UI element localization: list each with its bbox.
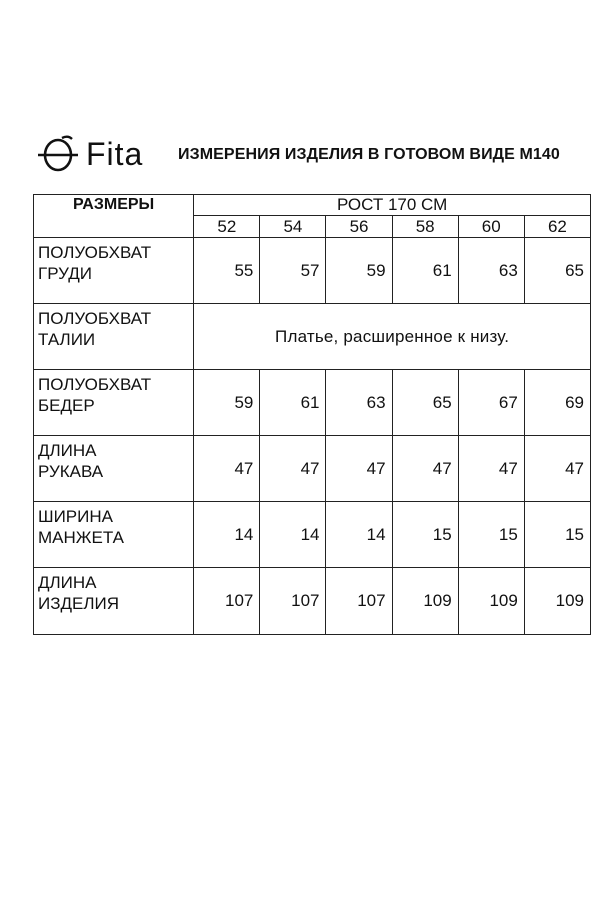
size-header-cell: 52: [194, 216, 260, 238]
height-header: РОСТ 170 СМ: [194, 195, 591, 216]
size-header-cell: 56: [326, 216, 392, 238]
fita-logo-mark-icon: [36, 134, 80, 174]
table-cell: 67: [458, 370, 524, 436]
table-row-cuff-width: [34, 502, 591, 568]
table-cell: 107: [260, 568, 326, 635]
table-cell: 107: [326, 568, 392, 635]
table-row-hips: [34, 370, 591, 436]
table-cell: 14: [260, 502, 326, 568]
size-header-cell: 58: [392, 216, 458, 238]
table-cell: 61: [260, 370, 326, 436]
table-cell: 65: [524, 238, 590, 304]
table-cell: 15: [458, 502, 524, 568]
table-cell: 107: [194, 568, 260, 635]
table-cell: 15: [392, 502, 458, 568]
brand-name: Fita: [86, 136, 144, 172]
table-cell: 47: [392, 436, 458, 502]
table-cell: 63: [458, 238, 524, 304]
table-cell: 69: [524, 370, 590, 436]
table-row-sleeve-length: [34, 436, 591, 502]
page-header: [36, 130, 576, 180]
size-chart-table: [33, 194, 591, 635]
table-cell: 63: [326, 370, 392, 436]
table-cell: 109: [524, 568, 590, 635]
row-label-chest: ПОЛУОБХВАТ ГРУДИ: [34, 238, 194, 304]
page-title: ИЗМЕРЕНИЯ ИЗДЕЛИЯ В ГОТОВОМ ВИДЕ М140: [178, 146, 560, 163]
table-cell: 55: [194, 238, 260, 304]
row-label-cuff-width: ШИРИНА МАНЖЕТА: [34, 502, 194, 568]
table-cell: 47: [260, 436, 326, 502]
table-row-garment-length: [34, 568, 591, 635]
table-cell: 47: [458, 436, 524, 502]
header-row-height: [34, 195, 591, 216]
table-cell: 47: [326, 436, 392, 502]
row-label-hips: ПОЛУОБХВАТ БЕДЕР: [34, 370, 194, 436]
row-label-sleeve-length: ДЛИНА РУКАВА: [34, 436, 194, 502]
row-label-waist: ПОЛУОБХВАТ ТАЛИИ: [34, 304, 194, 370]
sizes-header: РАЗМЕРЫ: [34, 195, 194, 238]
table-cell: 59: [326, 238, 392, 304]
table-row-chest: [34, 238, 591, 304]
table-row-waist: [34, 304, 591, 370]
table-cell: 14: [194, 502, 260, 568]
table-cell: 59: [194, 370, 260, 436]
waist-note: Платье, расширенное к низу.: [194, 304, 591, 370]
size-header-cell: 62: [524, 216, 590, 238]
row-label-garment-length: ДЛИНА ИЗДЕЛИЯ: [34, 568, 194, 635]
brand-logo: [36, 132, 166, 176]
table-cell: 61: [392, 238, 458, 304]
size-header-cell: 60: [458, 216, 524, 238]
table-cell: 65: [392, 370, 458, 436]
table-cell: 47: [524, 436, 590, 502]
table-cell: 57: [260, 238, 326, 304]
table-cell: 47: [194, 436, 260, 502]
table-cell: 14: [326, 502, 392, 568]
size-header-cell: 54: [260, 216, 326, 238]
table-cell: 109: [458, 568, 524, 635]
table-cell: 15: [524, 502, 590, 568]
table-cell: 109: [392, 568, 458, 635]
